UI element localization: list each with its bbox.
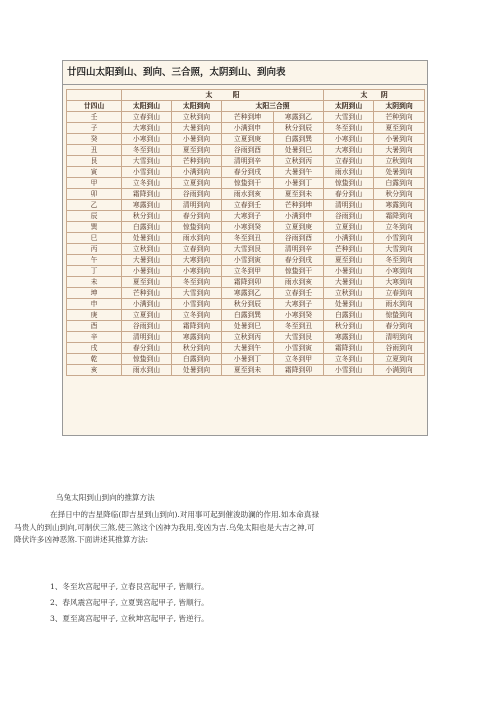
table-cell: 秋分到山 — [324, 321, 374, 332]
mountain-cell: 丙 — [67, 244, 122, 255]
paragraph-line: 在择日中的吉星降临(即吉星到山到向).对用事可起到催浚助澜的作用.如本命真禄 — [50, 509, 319, 519]
table-cell: 寒露到山 — [122, 200, 172, 211]
table-cell: 白露到山 — [122, 222, 172, 233]
table-cell: 小寒到向 — [374, 266, 425, 277]
table-cell: 立春到壬 — [222, 200, 274, 211]
table-cell: 立秋到山 — [324, 288, 374, 299]
table-cell: 雨水到向 — [374, 299, 425, 310]
table-cell: 清明到山 — [324, 200, 374, 211]
table-row — [67, 332, 425, 343]
table-cell: 大雪到向 — [172, 288, 222, 299]
almanac-table — [66, 89, 425, 376]
table-cell: 小寒到癸 — [222, 222, 274, 233]
mountain-cell: 子 — [67, 123, 122, 134]
table-cell: 雨水到山 — [324, 167, 374, 178]
column-header-sun-triad: 太阳三合照 — [222, 101, 324, 112]
table-cell: 惊蛰到山 — [324, 178, 374, 189]
table-cell: 小雪到向 — [172, 299, 222, 310]
mountain-cell: 辛 — [67, 332, 122, 343]
mountain-cell: 乙 — [67, 200, 122, 211]
table-cell: 芒种到向 — [172, 156, 222, 167]
table-row — [67, 134, 425, 145]
mountain-cell: 坤 — [67, 288, 122, 299]
table-cell: 小雪到向 — [374, 233, 425, 244]
mountain-cell: 艮 — [67, 156, 122, 167]
table-row — [67, 343, 425, 354]
table-cell: 谷雨到酉 — [274, 233, 324, 244]
table-cell: 大雪到艮 — [274, 332, 324, 343]
table-row — [67, 123, 425, 134]
explanation-section — [14, 492, 484, 547]
table-cell: 秋分到向 — [374, 189, 425, 200]
table-row — [67, 255, 425, 266]
table-cell: 大暑到午 — [274, 167, 324, 178]
mountain-cell: 庚 — [67, 310, 122, 321]
table-cell: 小满到向 — [172, 167, 222, 178]
mountain-cell: 丑 — [67, 145, 122, 156]
mountain-cell: 丁 — [67, 266, 122, 277]
table-cell: 立冬到甲 — [274, 354, 324, 365]
rule-item: 2、春风震宫起甲子, 立夏巽宫起甲子, 皆顺行。 — [50, 598, 209, 607]
table-cell: 冬至到丑 — [222, 233, 274, 244]
table-row — [67, 288, 425, 299]
table-cell: 小满到向 — [374, 365, 425, 376]
table-cell: 谷雨到向 — [374, 343, 425, 354]
table-row — [67, 189, 425, 200]
table-cell: 谷雨到山 — [324, 211, 374, 222]
table-cell: 霜降到卯 — [222, 277, 274, 288]
table-cell: 清明到向 — [374, 332, 425, 343]
table-cell: 芒种到山 — [324, 244, 374, 255]
rule-item: 1、冬至坎宫起甲子, 立春艮宫起甲子, 皆顺行。 — [50, 582, 209, 591]
table-row — [67, 156, 425, 167]
table-cell: 小雪到山 — [122, 167, 172, 178]
table-cell: 清明到辛 — [274, 244, 324, 255]
table-cell: 小满到申 — [274, 211, 324, 222]
table-cell: 大寒到子 — [222, 211, 274, 222]
paragraph-line: 降伏许多凶神恶煞.下面讲述其推算方法: — [14, 535, 149, 545]
table-cell: 雨水到向 — [172, 233, 222, 244]
group-header-sun: 太 阳 — [122, 90, 324, 101]
table-cell: 立夏到向 — [374, 354, 425, 365]
table-cell: 霜降到向 — [172, 321, 222, 332]
table-cell: 大寒到向 — [172, 255, 222, 266]
table-cell: 寒露到山 — [324, 332, 374, 343]
paragraph-line: 马贵人的到山到向,可制伏三煞,使三煞这个凶神为我用,变凶为吉.乌兔太阳也是大吉之神,可 — [14, 522, 315, 532]
table-cell: 小暑到丁 — [274, 178, 324, 189]
table-cell: 处暑到向 — [374, 167, 425, 178]
table-cell: 夏至到向 — [374, 123, 425, 134]
group-header-moon: 太 阴 — [324, 90, 425, 101]
table-cell: 寒露到乙 — [274, 112, 324, 123]
table-row — [67, 244, 425, 255]
mountain-cell: 寅 — [67, 167, 122, 178]
table-cell: 芒种到向 — [374, 112, 425, 123]
table-cell: 立夏到向 — [172, 178, 222, 189]
table-cell: 立秋到向 — [374, 156, 425, 167]
table-cell: 立春到山 — [122, 112, 172, 123]
table-cell: 大雪到向 — [374, 244, 425, 255]
section-heading: 乌兔太阳到山到向的推算方法 — [56, 493, 155, 502]
table-cell: 立春到向 — [172, 244, 222, 255]
table-cell: 春分到向 — [374, 321, 425, 332]
table-cell: 小雪到寅 — [222, 255, 274, 266]
table-cell: 小暑到山 — [324, 266, 374, 277]
table-cell: 冬至到山 — [324, 123, 374, 134]
table-cell: 惊蛰到向 — [172, 222, 222, 233]
table-cell: 小暑到向 — [172, 134, 222, 145]
table-cell: 小寒到向 — [172, 266, 222, 277]
table-cell: 春分到戌 — [222, 167, 274, 178]
table-cell: 春分到山 — [324, 189, 374, 200]
table-row — [67, 354, 425, 365]
table-cell: 小满到申 — [222, 123, 274, 134]
table-row — [67, 178, 425, 189]
table-cell: 霜降到山 — [122, 189, 172, 200]
mountain-cell: 卯 — [67, 189, 122, 200]
table-cell: 清明到向 — [172, 200, 222, 211]
column-header-row — [67, 101, 425, 112]
mountain-cell: 乾 — [67, 354, 122, 365]
table-cell: 立冬到向 — [172, 310, 222, 321]
table-row — [67, 277, 425, 288]
table-cell: 芒种到山 — [122, 288, 172, 299]
table-cell: 立春到向 — [374, 288, 425, 299]
table-cell: 大暑到午 — [222, 343, 274, 354]
table-cell: 春分到山 — [122, 343, 172, 354]
table-cell: 雨水到亥 — [274, 277, 324, 288]
table-cell: 处暑到山 — [324, 299, 374, 310]
rule-item: 3、夏至离宫起甲子, 立秋坤宫起甲子, 皆逆行。 — [50, 614, 209, 623]
table-cell: 夏至到山 — [122, 277, 172, 288]
table-cell: 夏至到向 — [172, 145, 222, 156]
table-cell: 冬至到丑 — [274, 321, 324, 332]
table-cell: 清明到辛 — [222, 156, 274, 167]
table-cell: 立夏到庚 — [222, 134, 274, 145]
table-cell: 白露到巽 — [222, 310, 274, 321]
table-cell: 大暑到山 — [324, 277, 374, 288]
table-cell: 大暑到山 — [122, 255, 172, 266]
table-cell: 秋分到辰 — [274, 123, 324, 134]
table-cell: 大雪到艮 — [222, 244, 274, 255]
table-cell: 小寒到山 — [324, 134, 374, 145]
table-cell: 小暑到向 — [374, 134, 425, 145]
table-cell: 秋分到向 — [172, 343, 222, 354]
table-cell: 大雪到山 — [324, 112, 374, 123]
table-cell: 谷雨到酉 — [222, 145, 274, 156]
table-cell: 小满到山 — [122, 299, 172, 310]
table-cell: 小雪到寅 — [274, 343, 324, 354]
table-cell: 小寒到癸 — [274, 310, 324, 321]
table-cell: 惊蛰到干 — [274, 266, 324, 277]
table-cell: 大寒到山 — [122, 123, 172, 134]
table-cell: 白露到向 — [374, 178, 425, 189]
table-cell: 小雪到山 — [324, 365, 374, 376]
table-row — [67, 222, 425, 233]
table-row — [67, 167, 425, 178]
table-cell: 雨水到山 — [122, 365, 172, 376]
table-cell: 冬至到向 — [374, 255, 425, 266]
column-header-mountain: 廿四山 — [67, 101, 122, 112]
table-cell: 立冬到甲 — [222, 266, 274, 277]
table-row — [67, 112, 425, 123]
table-row — [67, 299, 425, 310]
mountain-cell: 亥 — [67, 365, 122, 376]
table-row — [67, 233, 425, 244]
column-header-sun-facing: 太阳到向 — [172, 101, 222, 112]
table-cell: 立秋到丙 — [274, 156, 324, 167]
mountain-cell: 巽 — [67, 222, 122, 233]
table-cell: 惊蛰到干 — [222, 178, 274, 189]
table-row — [67, 145, 425, 156]
table-cell: 春分到向 — [172, 211, 222, 222]
column-header-moon-mountain: 太阴到山 — [324, 101, 374, 112]
table-cell: 小满到山 — [324, 233, 374, 244]
table-cell: 谷雨到山 — [122, 321, 172, 332]
table-cell: 立秋到向 — [172, 112, 222, 123]
table-cell: 立秋到丙 — [222, 332, 274, 343]
group-header-row — [67, 90, 425, 101]
table-cell: 立夏到山 — [122, 310, 172, 321]
table-cell: 雨水到亥 — [222, 189, 274, 200]
table-cell: 立冬到山 — [324, 354, 374, 365]
group-header-blank — [67, 90, 122, 101]
mountain-cell: 未 — [67, 277, 122, 288]
table-cell: 处暑到山 — [122, 233, 172, 244]
table-cell: 白露到山 — [324, 310, 374, 321]
table-cell: 大寒到向 — [374, 277, 425, 288]
table-cell: 处暑到巳 — [274, 145, 324, 156]
mountain-cell: 酉 — [67, 321, 122, 332]
table-cell: 谷雨到向 — [172, 189, 222, 200]
table-cell: 惊蛰到山 — [122, 354, 172, 365]
table-title: 廿四山太阳到山、到向、三合照，太阴到山、到向表 — [63, 61, 427, 85]
mountain-cell: 戌 — [67, 343, 122, 354]
table-cell: 霜降到卯 — [274, 365, 324, 376]
table-cell: 小寒到山 — [122, 134, 172, 145]
table-cell: 大寒到子 — [274, 299, 324, 310]
table-cell: 处暑到向 — [172, 365, 222, 376]
table-cell: 秋分到山 — [122, 211, 172, 222]
table-cell: 夏至到山 — [324, 255, 374, 266]
table-cell: 霜降到向 — [374, 211, 425, 222]
mountain-cell: 申 — [67, 299, 122, 310]
table-cell: 冬至到山 — [122, 145, 172, 156]
table-cell: 大雪到山 — [122, 156, 172, 167]
table-cell: 大暑到向 — [172, 123, 222, 134]
table-cell: 芒种到坤 — [222, 112, 274, 123]
table-row — [67, 200, 425, 211]
table-cell: 大暑到向 — [374, 145, 425, 156]
mountain-cell: 癸 — [67, 134, 122, 145]
table-cell: 清明到山 — [122, 332, 172, 343]
table-cell: 冬至到向 — [172, 277, 222, 288]
table-cell: 霜降到山 — [324, 343, 374, 354]
table-cell: 立春到山 — [324, 156, 374, 167]
table-cell: 白露到向 — [172, 354, 222, 365]
table-cell: 夏至到未 — [222, 365, 274, 376]
table-cell: 寒露到向 — [172, 332, 222, 343]
table-cell: 夏至到未 — [274, 189, 324, 200]
table-cell: 小暑到丁 — [222, 354, 274, 365]
column-header-moon-facing: 太阴到向 — [374, 101, 425, 112]
table-cell: 惊蛰到向 — [374, 310, 425, 321]
table-cell: 处暑到巳 — [222, 321, 274, 332]
table-cell: 寒露到乙 — [222, 288, 274, 299]
mountain-cell: 壬 — [67, 112, 122, 123]
table-cell: 春分到戌 — [274, 255, 324, 266]
table-cell: 立夏到山 — [324, 222, 374, 233]
mountain-cell: 甲 — [67, 178, 122, 189]
table-row — [67, 266, 425, 277]
mountain-cell: 巳 — [67, 233, 122, 244]
table-row — [67, 321, 425, 332]
table-cell: 立冬到山 — [122, 178, 172, 189]
table-row — [67, 211, 425, 222]
rules-list — [50, 580, 209, 628]
mountain-cell: 辰 — [67, 211, 122, 222]
table-frame — [62, 60, 428, 436]
table-cell: 寒露到向 — [374, 200, 425, 211]
mountain-cell: 午 — [67, 255, 122, 266]
table-cell: 立冬到向 — [374, 222, 425, 233]
table-cell: 立春到壬 — [274, 288, 324, 299]
table-row — [67, 310, 425, 321]
table-cell: 小暑到山 — [122, 266, 172, 277]
table-cell: 立夏到庚 — [274, 222, 324, 233]
table-cell: 秋分到辰 — [222, 299, 274, 310]
table-cell: 白露到巽 — [274, 134, 324, 145]
table-cell: 立秋到山 — [122, 244, 172, 255]
column-header-sun-mountain: 太阳到山 — [122, 101, 172, 112]
table-cell: 大寒到山 — [324, 145, 374, 156]
table-cell: 芒种到坤 — [274, 200, 324, 211]
table-row — [67, 365, 425, 376]
